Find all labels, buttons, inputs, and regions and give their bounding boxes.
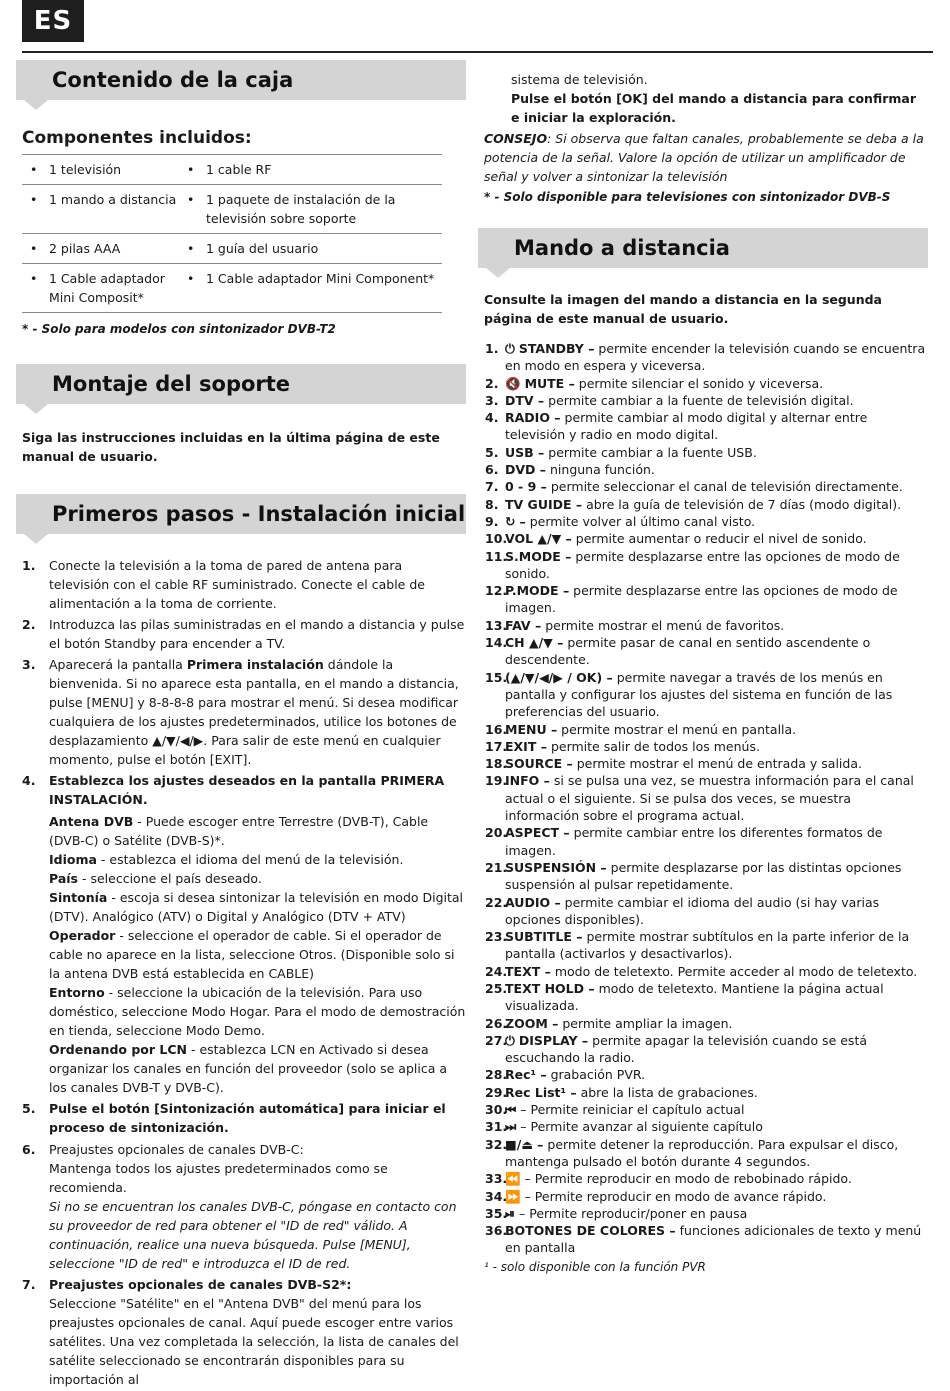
list-item: 36. BOTONES DE COLORES – funciones adicionales de texto y menú en pantalla bbox=[485, 1223, 922, 1256]
bullet-icon: • bbox=[187, 192, 195, 207]
table-cell: • 2 pilas AAA bbox=[22, 239, 179, 258]
list-item: 7. Preajustes opcionales de canales DVB-S2*: Seleccione "Satélite" en el "Antena DVB" del menú para los preajustes opcionales de canal. Aquí puede escoger entre varios satélites. Una vez completada la selección, la lista de canales del satélite seleccionado se encontrarán disponibles para su importación al bbox=[22, 1277, 459, 1387]
pvr-footnote: ¹ - solo disponible con la función PVR bbox=[484, 1259, 706, 1274]
stand-banner bbox=[16, 364, 466, 404]
table-cell: • 1 cable RF bbox=[179, 160, 442, 179]
tip-text: CONSEJO: Si observa que faltan canales, probablemente se deba a la potencia de la señal. Valore la opción de utilizar un amplificador de señal y volver a sintonizar la televisión bbox=[484, 131, 924, 184]
list-item: 1. Conecte la televisión a la toma de pared de antena para televisión con el cable RF suministrado. Conecte el cable de alimentación a la toma de corriente. bbox=[22, 558, 425, 611]
remote-buttons-list bbox=[478, 340, 928, 1257]
list-item: 5. Pulse el botón [Sintonización automática] para iniciar el proceso de sintonización. bbox=[22, 1101, 446, 1135]
setup-option: Antena DVB - Puede escoger entre Terrestre (DVB-T), Cable (DVB-C) o Satélite (DVB-S)*. bbox=[49, 814, 429, 848]
list-item: 21. SUSPENSIÓN – permite desplazarse por las distintas opciones suspensión al pulsar repetidamente. bbox=[485, 859, 902, 893]
remote-button-icon: ⏪ bbox=[505, 1171, 521, 1187]
list-item: 6. DVD – ninguna función. bbox=[485, 462, 655, 478]
components-subtitle: Componentes incluidos: bbox=[22, 128, 252, 148]
list-item: 20. ASPECT – permite cambiar entre los diferentes formatos de imagen. bbox=[485, 825, 883, 858]
remote-button-icon: ⏭ bbox=[505, 1119, 517, 1135]
list-item: 29. Rec List¹ – abre la lista de grabaciones. bbox=[485, 1084, 758, 1100]
list-item: 7. 0 - 9 – permite seleccionar el canal de televisión directamente. bbox=[485, 479, 903, 495]
remote-button-icon: 🔇 bbox=[505, 375, 521, 391]
remote-button-icon: ⏯ bbox=[505, 1205, 516, 1221]
banner-notch bbox=[24, 100, 48, 110]
list-item: 13. FAV – permite mostrar el menú de favoritos. bbox=[485, 617, 785, 633]
list-item: 26. ZOOM – permite ampliar la imagen. bbox=[485, 1015, 733, 1031]
language-tab: ES bbox=[22, 0, 84, 42]
setup-options bbox=[49, 812, 466, 1097]
ok-instruction: Pulse el botón [OK] del mando a distancia para confirmar e iniciar la exploración. bbox=[511, 91, 917, 125]
list-item: 15. (▲/▼/◀/▶ / OK) – permite navegar a través de los menús en pantalla y configurar los ajustes del sistema en función de las preferencias del usuario. bbox=[485, 669, 893, 720]
list-item: 32. ■/⏏ – permite detener la reproducción. Para expulsar el disco, mantenga pulsado el botón durante 4 segundos. bbox=[485, 1136, 899, 1169]
list-item: 8. TV GUIDE – abre la guía de televisión de 7 días (modo digital). bbox=[485, 496, 902, 512]
list-item: 3. DTV – permite cambiar a la fuente de televisión digital. bbox=[485, 392, 854, 408]
list-item: 28. Rec¹ – grabación PVR. bbox=[485, 1067, 646, 1083]
bullet-icon: • bbox=[30, 271, 38, 286]
remote-title: Mando a distancia bbox=[514, 236, 730, 260]
list-item: 6. Preajustes opcionales de canales DVB-C: Mantenga todos los ajustes predeterminados como se recomienda. Si no se encuentran los canales DVB-C, póngase en contacto con su proveedor de red para obtener el "ID de red" válido. A continuación, realice una nueva búsqueda. Pulse [MENU], seleccione "ID de red" e introduzca el ID de red. bbox=[22, 1142, 457, 1271]
list-item: 5. USB – permite cambiar a la fuente USB. bbox=[485, 444, 757, 460]
table-cell: • 1 televisión bbox=[22, 160, 179, 179]
list-item: 24. TEXT – modo de teletexto. Permite acceder al modo de teletexto. bbox=[485, 963, 918, 979]
remote-button-icon: ⏻ bbox=[505, 1032, 515, 1048]
list-item: 4. Establezca los ajustes deseados en la pantalla PRIMERA INSTALACIÓN. Antena DVB - Puede escoger entre Terrestre (DVB-T), Cable (DVB-C) o Satélite (DVB-S)*. Idioma - establezca el idioma del menú de la televisión. País - seleccione el país deseado. Sintonía - escoja si desea sintonizar la televisión en modo Digital (DTV). Analógico (ATV) o Digital y Analógico (DTV + ATV) Operador - seleccione el operador de cable. Si el operador de cable no aparece en la lista, seleccione Otros. (Disponible solo si la antena DVB está establecida en CABLE) Entorno - seleccione la ubicación de la televisión. Para uso doméstico, seleccione Modo Hogar. Para el modo de demostración en tienda, seleccione Modo Demo. Ordenando por LCN - establezca LCN en Activado si desea organizar los canales en función del proveedor (solo se aplica a los canales DVB-T y DVB-C). bbox=[22, 773, 466, 1095]
setup-option: Ordenando por LCN - establezca LCN en Activado si desea organizar los canales en función del proveedor (solo se aplica a los canales DVB-T y DVB-C). bbox=[49, 1042, 447, 1095]
list-item: 34. ⏩ – Permite reproducir en modo de avance rápido. bbox=[485, 1188, 827, 1204]
setup-continued: sistema de televisión. bbox=[511, 72, 648, 87]
list-item: 2. Introduzca las pilas suministradas en el mando a distancia y pulse el botón Standby para encender a TV. bbox=[22, 617, 465, 651]
remote-button-icon: ⏮ bbox=[505, 1102, 517, 1118]
list-item: 18. SOURCE – permite mostrar el menú de entrada y salida. bbox=[485, 756, 862, 772]
banner-notch bbox=[24, 534, 48, 544]
banner-notch bbox=[24, 404, 48, 414]
components-note: * - Solo para modelos con sintonizador DVB-T2 bbox=[22, 322, 336, 336]
list-item: 14. CH ▲/▼ – permite pasar de canal en sentido ascendente o descendente. bbox=[485, 635, 871, 668]
right-column bbox=[478, 70, 928, 1274]
components-table bbox=[22, 154, 442, 313]
setup-option: Sintonía - escoja si desea sintonizar la televisión en modo Digital (DTV). Analógico (ATV) o Digital y Analógico (DTV + ATV) bbox=[49, 890, 464, 924]
list-item: 25. TEXT HOLD – modo de teletexto. Mantiene la página actual visualizada. bbox=[485, 980, 884, 1014]
list-item: 31. ⏭ – Permite avanzar al siguiente capítulo bbox=[485, 1119, 763, 1135]
box-contents-banner bbox=[16, 60, 466, 100]
list-item: 1. ⏻ STANDBY – permite encender la televisión cuando se encuentra en modo en espera y viceversa. bbox=[485, 341, 926, 374]
setup-option: Idioma - establezca el idioma del menú de la televisión. bbox=[49, 852, 404, 867]
remote-button-icon: ■/⏏ bbox=[505, 1136, 534, 1152]
bullet-icon: • bbox=[187, 271, 195, 286]
table-row bbox=[22, 155, 442, 185]
setup-steps bbox=[16, 556, 466, 1389]
stand-text: Siga las instrucciones incluidas en la última página de este manual de usuario. bbox=[22, 430, 440, 464]
list-item: 12. P.MODE – permite desplazarse entre las opciones de modo de imagen. bbox=[485, 583, 898, 616]
list-item: 30. ⏮ – Permite reiniciar el capítulo actual bbox=[485, 1102, 745, 1118]
list-item: 22. AUDIO – permite cambiar el idioma del audio (si hay varias opciones disponibles). bbox=[485, 894, 880, 927]
list-item: 11. S.MODE – permite desplazarse entre las opciones de modo de sonido. bbox=[485, 548, 900, 581]
remote-button-icon: ⏩ bbox=[505, 1188, 521, 1204]
list-item: 10. VOL ▲/▼ – permite aumentar o reducir el nivel de sonido. bbox=[485, 531, 867, 547]
list-item: 9. ↻ – permite volver al último canal visto. bbox=[485, 513, 756, 529]
remote-intro: Consulte la imagen del mando a distancia en la segunda página de este manual de usuario. bbox=[484, 292, 882, 326]
list-item: 3. Aparecerá la pantalla Primera instalación dándole la bienvenida. Si no aparece esta pantalla, en el mando a distancia, pulse [MENU] y 8-8-8-8 para mostrar el menú. Si desea modificar cualquiera de los ajustes predeterminados, utilice los botones de desplazamiento ▲/▼/◀/▶. Para salir de este menú en cualquier momento, pulse el botón [EXIT]. bbox=[22, 657, 459, 767]
remote-banner bbox=[478, 228, 928, 268]
list-item: 35. ⏯ – Permite reproducir/poner en pausa bbox=[485, 1205, 748, 1221]
table-cell: • 1 Cable adaptador Mini Composit* bbox=[22, 269, 179, 307]
bullet-icon: • bbox=[187, 162, 195, 177]
list-item: 27. ⏻ DISPLAY – permite apagar la televisión cuando se está escuchando la radio. bbox=[485, 1032, 867, 1066]
list-item: 17. EXIT – permite salir de todos los menús. bbox=[485, 738, 760, 754]
list-item: 33. ⏪ – Permite reproducir en modo de rebobinado rápido. bbox=[485, 1171, 852, 1187]
remote-button-icon: ⏻ bbox=[505, 341, 515, 356]
table-cell: • 1 Cable adaptador Mini Component* bbox=[179, 269, 442, 307]
bullet-icon: • bbox=[30, 241, 38, 256]
table-row bbox=[22, 264, 442, 313]
list-item: 4. RADIO – permite cambiar al modo digital y alternar entre televisión y radio en modo digital. bbox=[485, 410, 868, 443]
table-cell: • 1 mando a distancia bbox=[22, 190, 179, 228]
bullet-icon: • bbox=[30, 192, 38, 207]
setup-option: Entorno - seleccione la ubicación de la televisión. Para uso doméstico, seleccione Modo Hogar. Para el modo de demostración en tienda, seleccione Modo Demo. bbox=[49, 985, 466, 1038]
top-rule bbox=[22, 51, 933, 53]
table-row bbox=[22, 234, 442, 264]
setup-title: Primeros pasos - Instalación inicial bbox=[52, 502, 466, 526]
list-item: 19. INFO – si se pulsa una vez, se muestra información para el canal actual o el siguiente. Si se pulsa dos veces, se muestra información sobre el programa actual. bbox=[485, 773, 914, 824]
bullet-icon: • bbox=[30, 162, 38, 177]
list-item: 23. SUBTITLE – permite mostrar subtítulos en la parte inferior de la pantalla (activarlos y desactivarlos). bbox=[485, 929, 910, 962]
setup-option: Operador - seleccione el operador de cable. Si el operador de cable no aparece en la lista, seleccione Otros. (Disponible solo si la antena DVB está establecida en CABLE) bbox=[49, 928, 455, 981]
bullet-icon: • bbox=[187, 241, 195, 256]
table-cell: • 1 guía del usuario bbox=[179, 239, 442, 258]
setup-option: País - seleccione el país deseado. bbox=[49, 871, 262, 886]
table-cell: • 1 paquete de instalación de la televisión sobre soporte bbox=[179, 190, 442, 228]
dvbs-note: * - Solo disponible para televisiones con sintonizador DVB-S bbox=[484, 190, 891, 204]
banner-notch bbox=[486, 268, 510, 278]
left-column bbox=[16, 60, 466, 1391]
remote-button-icon: ↻ bbox=[505, 513, 516, 529]
box-contents-title: Contenido de la caja bbox=[52, 68, 294, 92]
stand-title: Montaje del soporte bbox=[52, 372, 291, 396]
list-item: 16. MENU – permite mostrar el menú en pantalla. bbox=[485, 721, 797, 737]
setup-banner bbox=[16, 494, 466, 534]
list-item: 2. 🔇 MUTE – permite silenciar el sonido y viceversa. bbox=[485, 375, 824, 391]
table-row bbox=[22, 185, 442, 234]
